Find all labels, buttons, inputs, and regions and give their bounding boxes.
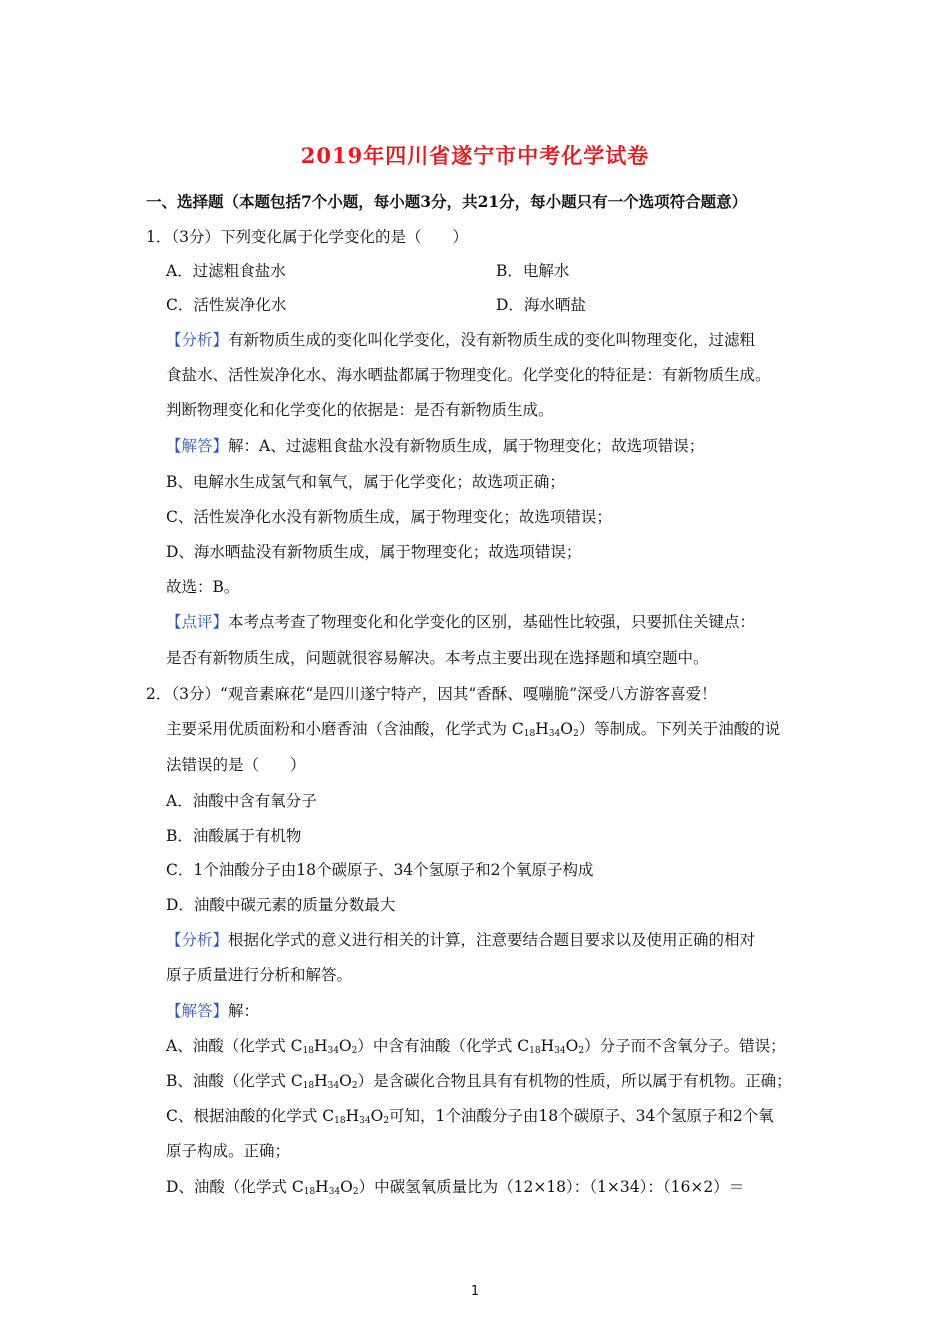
q1-comment-line-1: 【点评】本考点考查了物理变化和化学变化的区别，基础性比较强，只要抓住关键点：	[166, 613, 756, 631]
answer-tag: 【解答】	[166, 437, 229, 455]
q1-option-c: C．活性炭净化水	[166, 296, 287, 314]
q1-answer-line-1: 【解答】解：A、过滤粗食盐水没有新物质生成，属于物理变化；故选项错误；	[166, 437, 705, 455]
q2-option-d: D．油酸中碳元素的质量分数最大	[166, 896, 396, 914]
q1-answer-line-3: C、活性炭净化水没有新物质生成，属于物理变化；故选项错误；	[166, 508, 612, 526]
q2-analysis-line-1: 【分析】根据化学式的意义进行相关的计算，注意要结合题目要求以及使用正确的相对	[166, 931, 756, 949]
q2-stem-line-1: 2．（3分）“观音素麻花“是四川遂宁特产，因其“香酥、嘎嘣脆”深受八方游客喜爱！	[146, 685, 717, 703]
analysis-tag: 【分析】	[166, 331, 229, 349]
q1-answer-line-2: B、电解水生成氢气和氧气，属于化学变化；故选项正确；	[166, 473, 565, 491]
q1-option-d: D．海水晒盐	[496, 296, 586, 314]
q1-analysis-line-1: 【分析】有新物质生成的变化叫化学变化，没有新物质生成的变化叫物理变化，过滤粗	[166, 331, 756, 349]
q2-option-b: B．油酸属于有机物	[166, 827, 302, 845]
q2-answer-b: B、油酸（化学式 $C_{18}H_{34}O_2$）是含碳化合物且具有有机物的性质，所以属于有机物。正确；	[166, 1072, 792, 1091]
q1-analysis-line-3: 判断物理变化和化学变化的依据是：是否有新物质生成。	[166, 401, 554, 419]
q2-stem-line-2: 主要采用优质面粉和小磨香油（含油酸，化学式为 $C_{18}H_{34}O_2$）等制成。下列关于油酸的说	[166, 720, 781, 739]
q2-answer-a: A、油酸（化学式 $C_{18}H_{34}O_2$）中含有油酸（化学式 $C_{18}H_{34}O_2$）分子而不含氧分子。错误；	[166, 1037, 786, 1056]
q1-option-b: B．电解水	[496, 262, 570, 280]
q2-analysis-line-2: 原子质量进行分析和解答。	[166, 966, 353, 984]
q2-answer-c: C、根据油酸的化学式 $C_{18}H_{34}O_2$可知，1个油酸分子由18个碳原子、34个氢原子和2个氧	[166, 1107, 774, 1126]
q1-answer-line-4: D、海水晒盐没有新物质生成，属于物理变化；故选项错误；	[166, 543, 582, 561]
q1-option-a: A．过滤粗食盐水	[166, 262, 286, 280]
q2-answer-d: D、油酸（化学式 $C_{18}H_{34}O_2$）中碳氢氧质量比为（12×18）：（1×34）：（16×2）＝	[166, 1178, 745, 1197]
q2-option-a: A．油酸中含有氧分子	[166, 792, 317, 810]
page-title: 2019年四川省遂宁市中考化学试卷	[300, 143, 650, 168]
comment-tag: 【点评】	[166, 613, 229, 631]
q2-answer-line-0: 【解答】解：	[166, 1002, 260, 1020]
q1-comment-line-2: 是否有新物质生成，问题就很容易解决。本考点主要出现在选择题和填空题中。	[166, 649, 709, 667]
q1-answer-line-5: 故选：B。	[166, 578, 240, 596]
q2-answer-c-cont: 原子构成。正确；	[166, 1142, 291, 1160]
q2-stem-line-3: 法错误的是（ ）	[166, 756, 306, 774]
section-header: 一、选择题（本题包括7个小题，每小题3分，共21分，每小题只有一个选项符合题意）	[146, 192, 748, 211]
page-number: 1	[470, 1284, 480, 1299]
q1-analysis-line-2: 食盐水、活性炭净化水、海水晒盐都属于物理变化。化学变化的特征是：有新物质生成。	[166, 366, 771, 384]
q2-option-c: C．1个油酸分子由18个碳原子、34个氢原子和2个氧原子构成	[166, 861, 594, 879]
q1-stem: 1．（3分）下列变化属于化学变化的是（ ）	[146, 228, 468, 246]
